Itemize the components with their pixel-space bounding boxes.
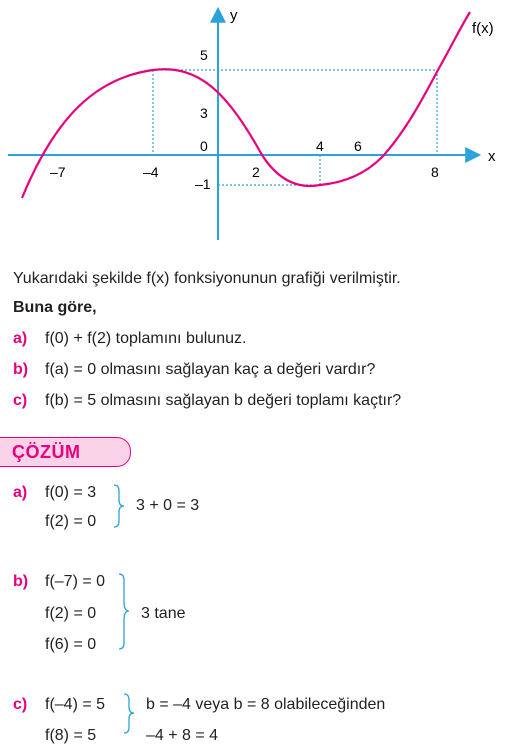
solution-line: f(2) = 0 <box>45 513 97 530</box>
function-label: f(x) <box>472 20 494 37</box>
y-tick-label: 3 <box>200 105 208 121</box>
y-tick-label: 5 <box>200 47 208 63</box>
y-axis-label: y <box>230 7 238 24</box>
item-label: b) <box>13 361 29 378</box>
x-tick-label: –4 <box>143 164 159 180</box>
solution-line: f(6) = 0 <box>45 636 97 653</box>
x-tick-label: 2 <box>252 164 260 180</box>
item-label: c) <box>13 392 28 409</box>
solution-line: f(8) = 5 <box>45 727 97 744</box>
x-tick-label: 8 <box>431 164 439 180</box>
solution-a-result: 3 + 0 = 3 <box>136 497 200 514</box>
solution-title: ÇÖZÜM <box>12 442 81 462</box>
question-prompt: Buna göre, <box>13 299 97 316</box>
solution-line: f(2) = 0 <box>45 605 97 622</box>
x-tick-label: 4 <box>316 138 324 154</box>
solution-c-result-1: b = –4 veya b = 8 olabileceğinden <box>146 696 386 713</box>
y-tick-label: 0 <box>200 138 208 154</box>
item-label: a) <box>13 330 28 347</box>
x-tick-label: 6 <box>354 138 362 154</box>
y-tick-label: –1 <box>195 176 211 192</box>
function-curve <box>22 12 470 198</box>
solution-c-label: c) <box>13 696 28 713</box>
solution-a-label: a) <box>13 484 28 501</box>
solution-line: f(–4) = 5 <box>45 696 106 713</box>
item-text: f(b) = 5 olmasını sağlayan b değeri toplamı kaçtır? <box>45 392 402 409</box>
solution-line: f(0) = 3 <box>45 484 97 501</box>
solution-line: f(–7) = 0 <box>45 573 106 590</box>
guide-lines <box>153 70 437 185</box>
solution-badge <box>0 437 131 467</box>
solution-b-label: b) <box>13 573 29 590</box>
x-tick-label: –7 <box>50 164 66 180</box>
function-graph <box>0 0 508 250</box>
solution-b-result: 3 tane <box>141 605 186 622</box>
x-axis-label: x <box>488 148 496 165</box>
item-text: f(0) + f(2) toplamını bulunuz. <box>45 330 247 347</box>
item-text: f(a) = 0 olmasını sağlayan kaç a değeri vardır? <box>45 361 376 378</box>
solution-c-result-2: –4 + 8 = 4 <box>146 727 219 744</box>
question-intro: Yukarıdaki şekilde f(x) fonksiyonunun grafiği verilmiştir. <box>13 270 401 287</box>
